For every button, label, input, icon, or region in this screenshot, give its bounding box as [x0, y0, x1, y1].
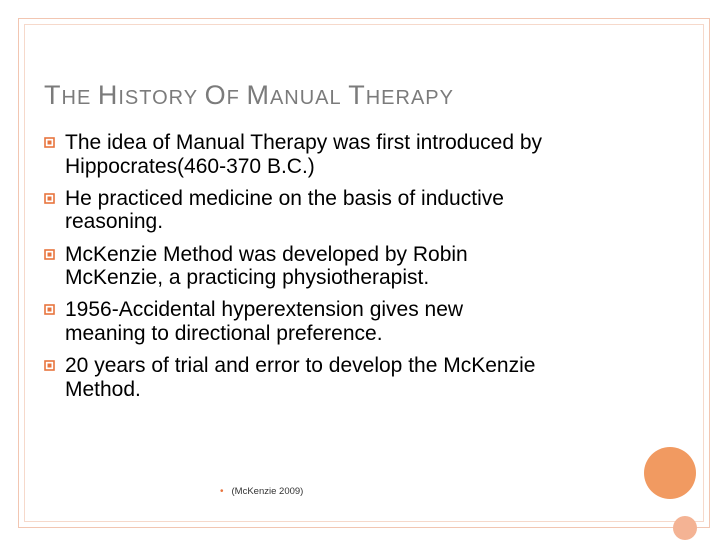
bullet-text-line1: The idea of Manual Therapy was first introduced by: [65, 131, 543, 154]
checkbox-square-icon: [44, 249, 55, 260]
checkbox-square-icon: [44, 304, 55, 315]
bullet-text-line1: 1956-Accidental hyperextension gives new: [65, 298, 464, 322]
bullet-item: [44, 354, 644, 401]
bullet-item: [44, 131, 644, 178]
bullet-text-line2: meaning to directional preference.: [65, 321, 383, 345]
decorative-circle-large: [644, 447, 696, 499]
bullet-text-line1: He practiced medicine on the basis of inductive: [65, 186, 504, 210]
checkbox-square-icon: [44, 137, 55, 148]
citation: [220, 486, 303, 497]
bullet-item: [44, 243, 644, 290]
decorative-circle-small: [673, 516, 697, 540]
title-word: MANUAL: [246, 80, 342, 110]
slide-title: [44, 80, 454, 111]
bullet-text-line2: reasoning.: [65, 210, 164, 234]
checkbox-square-icon: [44, 193, 55, 204]
bullet-text-line1: McKenzie Method was developed by Robin: [65, 242, 468, 266]
title-word: HISTORY: [97, 80, 199, 110]
bullet-item: [44, 298, 644, 345]
bullet-list: [44, 131, 644, 410]
small-bullet-icon: •: [220, 486, 224, 497]
bullet-text-line2: McKenzie, a practicing physiotherapist.: [65, 266, 430, 290]
bullet-item: [44, 187, 644, 234]
citation-text: (McKenzie 2009): [231, 486, 304, 497]
checkbox-square-icon: [44, 360, 55, 371]
bullet-text-line2: Method.: [65, 377, 141, 401]
title-word: THERAPY: [348, 80, 454, 110]
bullet-text-line2: Hippocrates(460-370 B.C.): [65, 154, 315, 178]
title-word: THE: [44, 80, 92, 110]
bullet-text-line1: 20 years of trial and error to develop the McKenzie: [65, 354, 536, 378]
title-word: OF: [204, 80, 240, 110]
